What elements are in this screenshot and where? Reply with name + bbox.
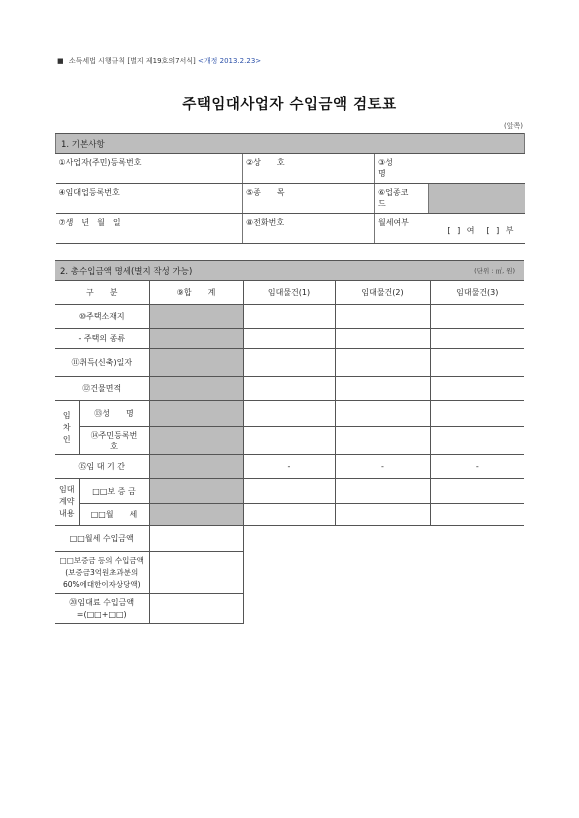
industry-code-label: ⑥업종코 드 — [375, 184, 429, 214]
input-cell[interactable] — [335, 329, 430, 349]
input-cell[interactable] — [243, 427, 335, 455]
business-reg-number-label[interactable]: ①사업자(주민)등록번호 — [56, 154, 243, 184]
empty-cell — [335, 552, 430, 594]
total-cell — [149, 479, 243, 504]
row-tenant-name: ⑬성 명 — [79, 401, 149, 427]
side-note: (앞쪽) — [504, 122, 523, 130]
period-cell[interactable]: - — [430, 455, 524, 479]
input-cell[interactable] — [335, 377, 430, 401]
input-cell[interactable] — [243, 329, 335, 349]
regulation-text: 소득세법 시행규칙 [별지 제19호의7서식] — [68, 57, 196, 65]
phone-label[interactable]: ⑧전화번호 — [243, 214, 375, 244]
empty-cell — [243, 594, 335, 624]
row-building-area: ⑫건물면적 — [55, 377, 149, 401]
unit-note: (단위 : ㎡, 원) — [474, 266, 516, 275]
empty-cell — [335, 594, 430, 624]
total-cell — [149, 305, 243, 329]
empty-cell — [335, 526, 430, 552]
trade-name-label[interactable]: ②상 호 — [243, 154, 375, 184]
col-category: 구 분 — [55, 281, 149, 305]
row-monthly-rent: □□월 세 — [79, 504, 149, 526]
input-cell[interactable] — [335, 401, 430, 427]
row-total-income: ⑳임대료 수입금액 =(□□+□□) — [55, 594, 149, 624]
col-total: ⑨합 계 — [149, 281, 243, 305]
col-property-1: 임대물건(1) — [243, 281, 335, 305]
input-cell[interactable] — [430, 401, 524, 427]
section2-heading: 2. 총수입금액 명세(별지 작성 가능) — [60, 266, 193, 277]
input-cell[interactable] — [430, 377, 524, 401]
total-cell — [149, 377, 243, 401]
input-cell[interactable] — [149, 594, 243, 624]
row-housing-type: - 주택의 종류 — [55, 329, 149, 349]
income-detail-table — [55, 260, 524, 624]
business-item-label[interactable]: ⑤종 목 — [243, 184, 375, 214]
input-cell[interactable] — [243, 504, 335, 526]
input-cell[interactable] — [149, 526, 243, 552]
industry-code-field[interactable] — [429, 184, 525, 214]
form-reference — [57, 56, 261, 66]
owner-name-label[interactable]: ③성 명 — [375, 154, 525, 184]
total-cell — [149, 504, 243, 526]
period-cell[interactable]: - — [335, 455, 430, 479]
monthly-rent-flag[interactable] — [375, 214, 525, 244]
basic-info-table — [55, 133, 525, 244]
empty-cell — [243, 526, 335, 552]
input-cell[interactable] — [243, 377, 335, 401]
section2-heading-bar — [55, 261, 524, 281]
empty-cell — [430, 526, 524, 552]
input-cell[interactable] — [243, 479, 335, 504]
rental-reg-number-label[interactable]: ④임대업등록번호 — [56, 184, 243, 214]
input-cell[interactable] — [243, 349, 335, 377]
birth-date-label[interactable]: ⑦생 년 월 일 — [56, 214, 243, 244]
section1-heading: 1. 기본사항 — [56, 134, 525, 154]
row-acquired-date: ⑪취득(신축)일자 — [55, 349, 149, 377]
input-cell[interactable] — [243, 401, 335, 427]
empty-cell — [243, 552, 335, 594]
col-property-3: 임대물건(3) — [430, 281, 524, 305]
input-cell[interactable] — [335, 504, 430, 526]
row-deposit: □□보 증 금 — [79, 479, 149, 504]
row-tenant-id: ⑭주민등록번 호 — [79, 427, 149, 455]
input-cell[interactable] — [430, 504, 524, 526]
row-address: ⑩주택소재지 — [55, 305, 149, 329]
total-cell — [149, 455, 243, 479]
input-cell[interactable] — [335, 349, 430, 377]
input-cell[interactable] — [430, 305, 524, 329]
row-rental-period: ⑮임 대 기 간 — [55, 455, 149, 479]
input-cell[interactable] — [430, 427, 524, 455]
row-contract: 임대 계약 내용 — [55, 479, 79, 526]
total-cell — [149, 329, 243, 349]
input-cell[interactable] — [149, 552, 243, 594]
yes-no-checkboxes[interactable]: [ ] 여 [ ] 부 — [447, 226, 516, 235]
empty-cell — [430, 552, 524, 594]
input-cell[interactable] — [430, 329, 524, 349]
bullet-icon: ■ — [57, 57, 64, 65]
input-cell[interactable] — [335, 479, 430, 504]
total-cell — [149, 349, 243, 377]
page-title: 주택임대사업자 수입금액 검토표 — [182, 97, 397, 113]
input-cell[interactable] — [335, 427, 430, 455]
revision-text: <개정 2013.2.23> — [198, 57, 262, 65]
input-cell[interactable] — [243, 305, 335, 329]
col-property-2: 임대물건(2) — [335, 281, 430, 305]
row-tenant: 임 차 인 — [55, 401, 79, 455]
total-cell — [149, 427, 243, 455]
input-cell[interactable] — [335, 305, 430, 329]
row-deposit-income: □□보증금 등의 수입금액 (보증금3억원초과분의 60%에대한이자상당액) — [55, 552, 149, 594]
input-cell[interactable] — [430, 479, 524, 504]
row-monthly-income: □□월세 수입금액 — [55, 526, 149, 552]
period-cell[interactable]: - — [243, 455, 335, 479]
input-cell[interactable] — [430, 349, 524, 377]
total-cell — [149, 401, 243, 427]
monthly-rent-label: 월세여부 — [378, 218, 409, 227]
empty-cell — [430, 594, 524, 624]
